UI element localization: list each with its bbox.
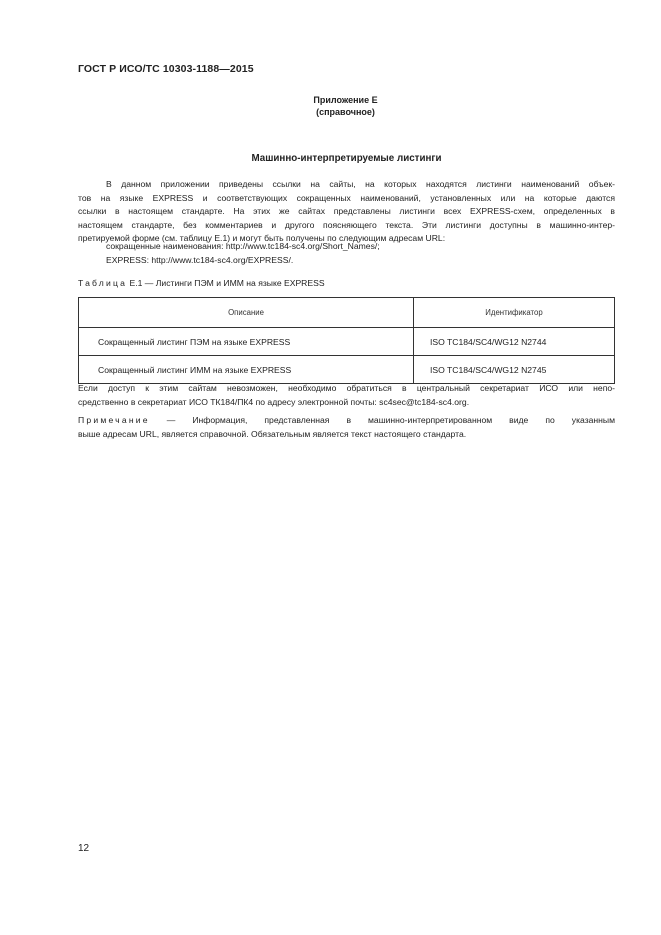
note-line: выше адресам URL, является справочной. Обязательным является текст настоящего стандарта. <box>78 428 467 439</box>
table-row <box>79 356 615 384</box>
standard-header: ГОСТ Р ИСО/ТС 10303-1188—2015 <box>78 63 254 75</box>
express-url: EXPRESS: http://www.tc184-sc4.org/EXPRESS/. <box>106 255 294 265</box>
paragraph-line: ссылки в настоящем стандарте. На этих же сайтах представлены листинги всех EXPRESS-схем, определенных в <box>78 206 615 216</box>
section-title: Машинно-интерпретируемые листинги <box>251 153 442 164</box>
paragraph-line: претируемой форме (см. таблицу Е.1) и могут быть получены по следующим адресам URL: <box>78 233 446 243</box>
note-label: Примечание <box>78 415 150 425</box>
annex-heading <box>0 94 661 118</box>
paragraph-line: тов на языке EXPRESS и соответствующих сокращенных наименований, установленных или на которые даются <box>78 192 615 203</box>
note-paragraph <box>78 414 615 441</box>
annex-type: (справочное) <box>316 107 375 117</box>
table-cell-identifier: ISO TC184/SC4/WG12 N2745 <box>414 356 615 384</box>
short-names-url: сокращенные наименования: http://www.tc184-sc4.org/Short_Names/; <box>106 241 380 251</box>
table-caption <box>78 278 325 288</box>
table-caption-label: Таблица <box>78 278 128 288</box>
table-cell-identifier: ISO TC184/SC4/WG12 N2744 <box>414 328 615 356</box>
paragraph-line: настоящем стандарте, без комментариев и другого поясняющего текста. Эти листинги доступны в машинно-интер- <box>78 219 615 230</box>
intro-paragraph <box>78 178 615 246</box>
listings-table <box>78 297 615 384</box>
paragraph-line: В данном приложении приведены ссылки на сайты, на которых находятся листинги наименований объек- <box>106 179 615 189</box>
table-caption-text: Е.1 — Листинги ПЭМ и ИММ на языке EXPRESS <box>129 278 325 288</box>
table-cell-description: Сокращенный листинг ИММ на языке EXPRESS <box>79 356 414 384</box>
paragraph-line: Если доступ к этим сайтам невозможен, необходимо обратиться в центральный секретариат ИСО или непо- <box>78 383 615 393</box>
table-cell-description: Сокращенный листинг ПЭМ на языке EXPRESS <box>79 328 414 356</box>
table-header-row <box>79 298 615 328</box>
table-row <box>79 328 615 356</box>
paragraph-line: средственно в секретариат ИСО ТК184/ПК4 по адресу электронной почты: sc4sec@tc184-sc4.org. <box>78 396 470 407</box>
contact-paragraph <box>78 382 615 409</box>
page-number: 12 <box>78 843 90 854</box>
column-header-identifier: Идентификатор <box>414 298 615 328</box>
note-text: — Информация, представленная в машинно-интерпретированном виде по указанным <box>166 415 615 425</box>
note-line <box>78 414 615 428</box>
column-header-description: Описание <box>79 298 414 328</box>
annex-title: Приложение Е <box>313 95 378 105</box>
